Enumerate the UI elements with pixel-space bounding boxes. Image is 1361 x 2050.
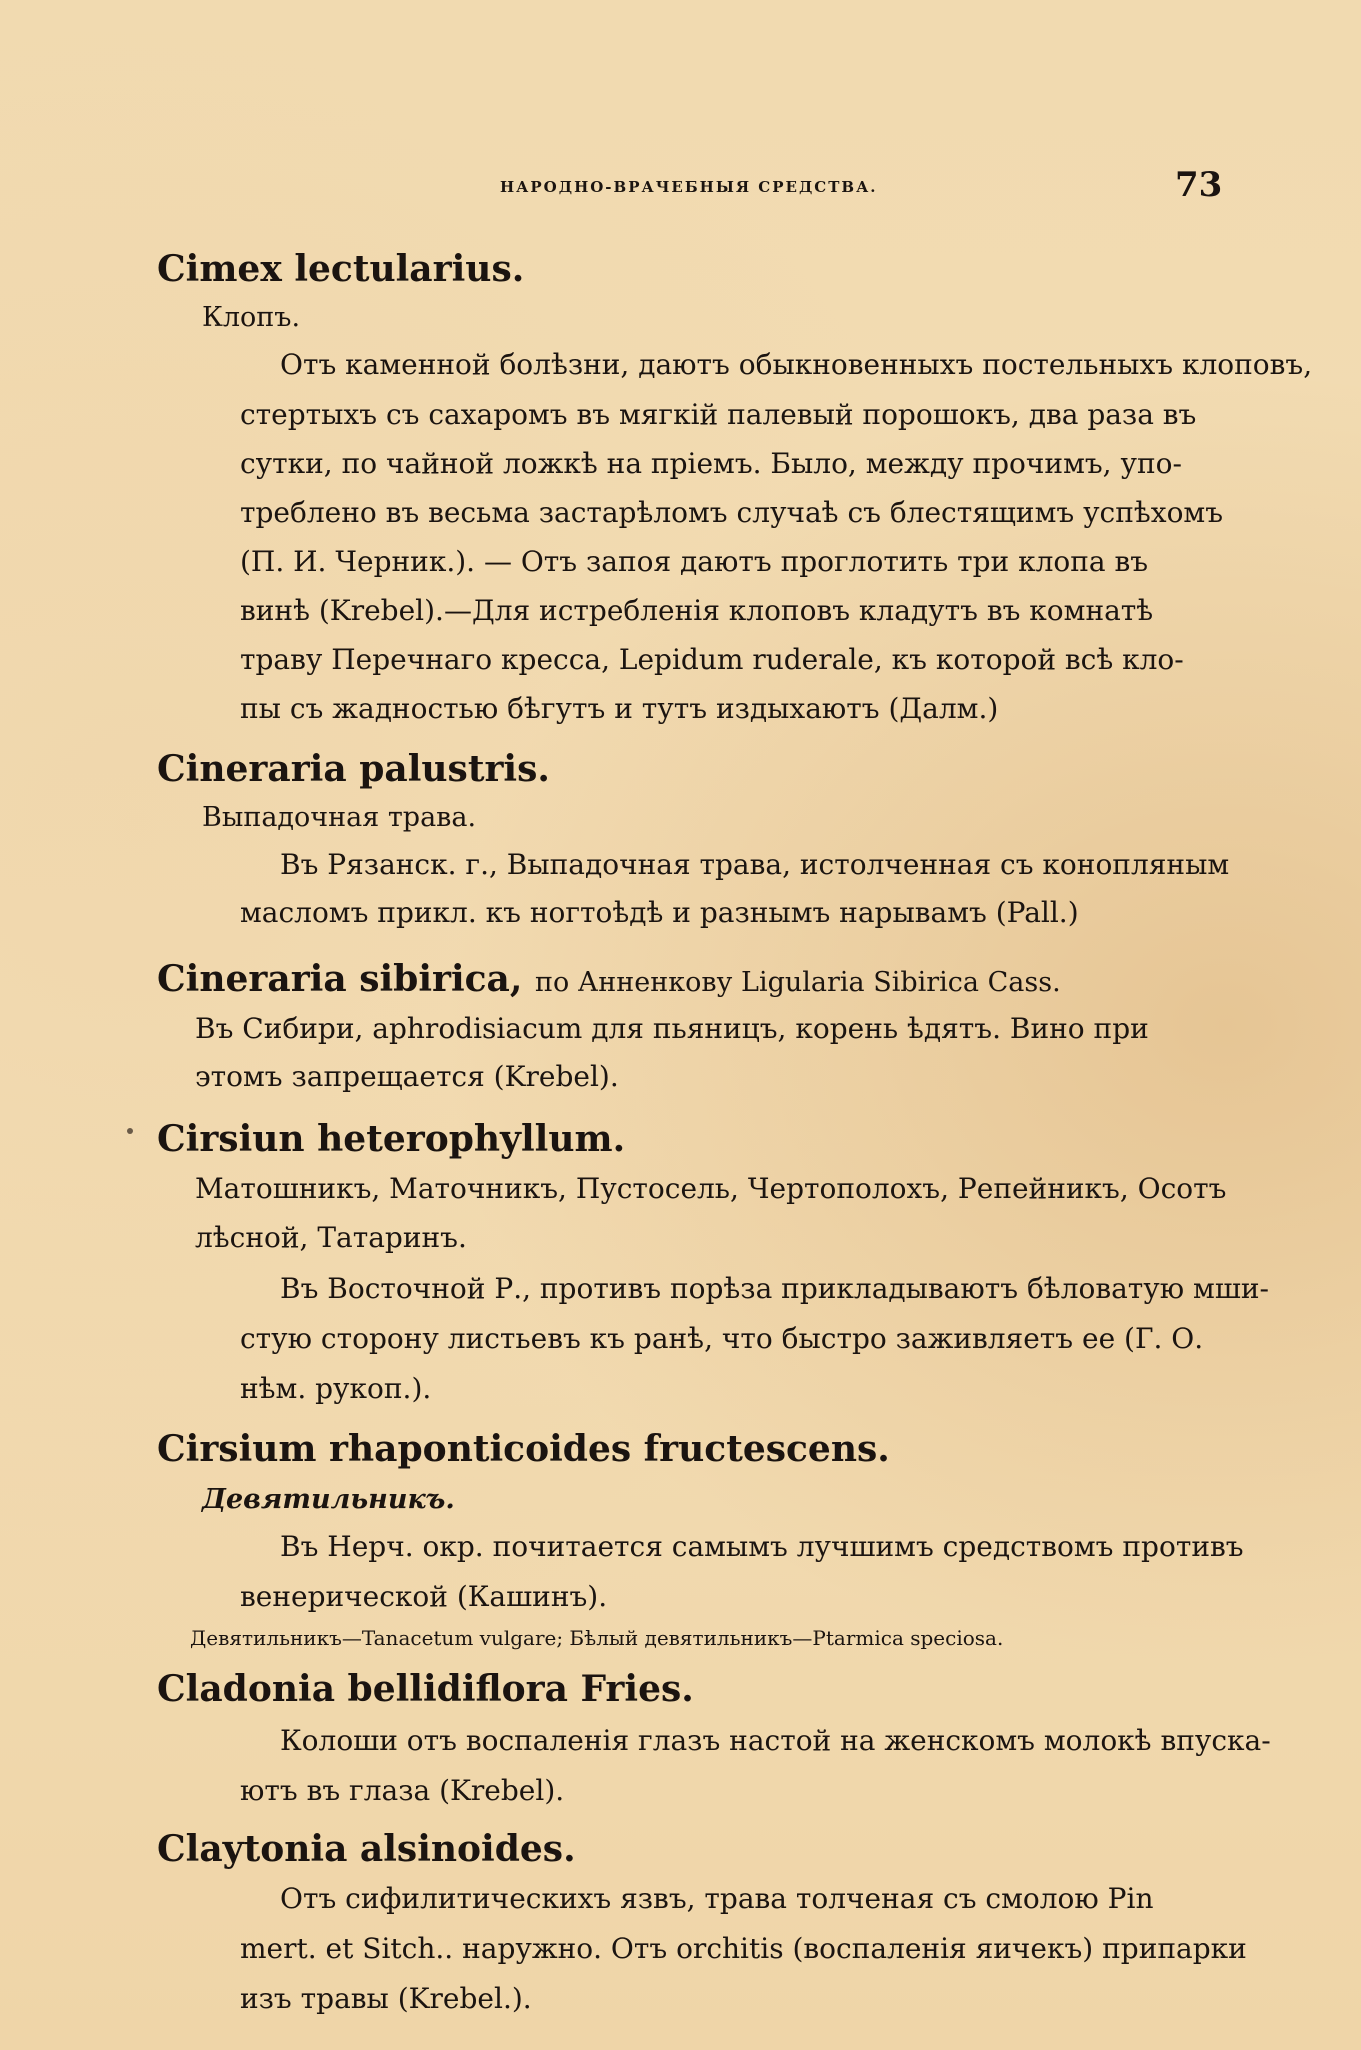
body-line: Въ Рязанск. г., Выпадочная трава, истолченная съ конопляным — [280, 848, 1230, 881]
body-line: лѣсной, Татаринъ. — [195, 1221, 467, 1254]
entry-title-claytonia: Claytonia alsinoides. — [157, 1828, 576, 1870]
common-name-devyatilnik: Девятильникъ. — [202, 1484, 455, 1515]
running-head: НАРОДНО-ВРАЧЕБНЫЯ СРЕДСТВА. — [500, 178, 878, 196]
footnote: Девятильникъ—Tanacetum vulgare; Бѣлый девятильникъ—Ptarmica speciosa. — [190, 1626, 1004, 1650]
body-line: mert. et Sitch.. наружно. Отъ orchitis (воспаленія яичекъ) припарки — [240, 1932, 1247, 1965]
body-line: сутки, по чайной ложкѣ на пріемъ. Было, между прочимъ, упо- — [240, 447, 1182, 480]
common-name-cimex: Клопъ. — [202, 302, 301, 333]
body-line: Матошникъ, Маточникъ, Пустосель, Чертополохъ, Репейникъ, Осотъ — [195, 1172, 1227, 1205]
body-line: винѣ (Krebel).—Для истребленія клоповъ кладутъ въ комнатѣ — [240, 594, 1154, 627]
entry-title-cineraria-palustris: Cineraria palustris. — [157, 748, 550, 790]
body-line: изъ травы (Krebel.). — [240, 1982, 532, 2015]
body-line: этомъ запрещается (Krebel). — [195, 1060, 619, 1093]
body-line: стертыхъ съ сахаромъ въ мягкій палевый порошокъ, два раза въ — [240, 398, 1197, 431]
entry-title-cirsium-rhaponticoides: Cirsium rhaponticoides fructescens. — [157, 1428, 890, 1470]
entry-subtitle: по Анненкову Ligularia Sibirica Cass. — [534, 967, 1061, 998]
body-line: Отъ сифилитическихъ язвъ, трава толченая съ смолою Pin — [280, 1882, 1154, 1915]
body-line: ютъ въ глаза (Krebel). — [240, 1774, 565, 1807]
body-line: пы съ жадностью бѣгутъ и тутъ издыхаютъ (Далм.) — [240, 692, 999, 725]
body-line: стую сторону листьевъ къ ранѣ, что быстро заживляетъ ее (Г. О. — [240, 1322, 1204, 1355]
entry-title-cimex: Cimex lectularius. — [157, 248, 525, 290]
entry-title-text: Cineraria sibirica, — [157, 958, 523, 1000]
body-line: Въ Восточной Р., противъ порѣза прикладываютъ бѣловатую мши- — [280, 1272, 1269, 1305]
body-line: треблено въ весьма застарѣломъ случаѣ съ блестящимъ успѣхомъ — [240, 496, 1224, 529]
body-line: венерической (Кашинъ). — [240, 1580, 608, 1613]
body-line: нѣм. рукоп.). — [240, 1372, 432, 1405]
entry-title-cirsium-heterophyllum: Cirsiun heterophyllum. — [157, 1118, 626, 1160]
body-line: масломъ прикл. къ ногтоѣдѣ и разнымъ нарывамъ (Pall.) — [240, 896, 1079, 929]
body-line: Отъ каменной болѣзни, даютъ обыкновенныхъ постельныхъ клоповъ, — [280, 348, 1313, 381]
entry-title-cineraria-sibirica — [157, 958, 1061, 1000]
page-number: 73 — [1175, 165, 1223, 205]
body-line: Колоши отъ воспаленія глазъ настой на женскомъ молокѣ впуска- — [280, 1724, 1271, 1757]
body-line: Въ Сибири, aphrodisiacum для пьяницъ, корень ѣдятъ. Вино при — [195, 1012, 1149, 1045]
body-line: Въ Нерч. окр. почитается самымъ лучшимъ средствомъ противъ — [280, 1530, 1244, 1563]
common-name-cineraria-palustris: Выпадочная трава. — [202, 802, 477, 833]
body-line: (П. И. Черник.). — Отъ запоя даютъ проглотить три клопа въ — [240, 545, 1149, 578]
margin-mark — [127, 1128, 133, 1134]
body-line: траву Перечнаго кресса, Lepidum ruderale, къ которой всѣ кло- — [240, 643, 1184, 676]
entry-title-cladonia: Cladonia bellidiflora Fries. — [157, 1668, 694, 1710]
